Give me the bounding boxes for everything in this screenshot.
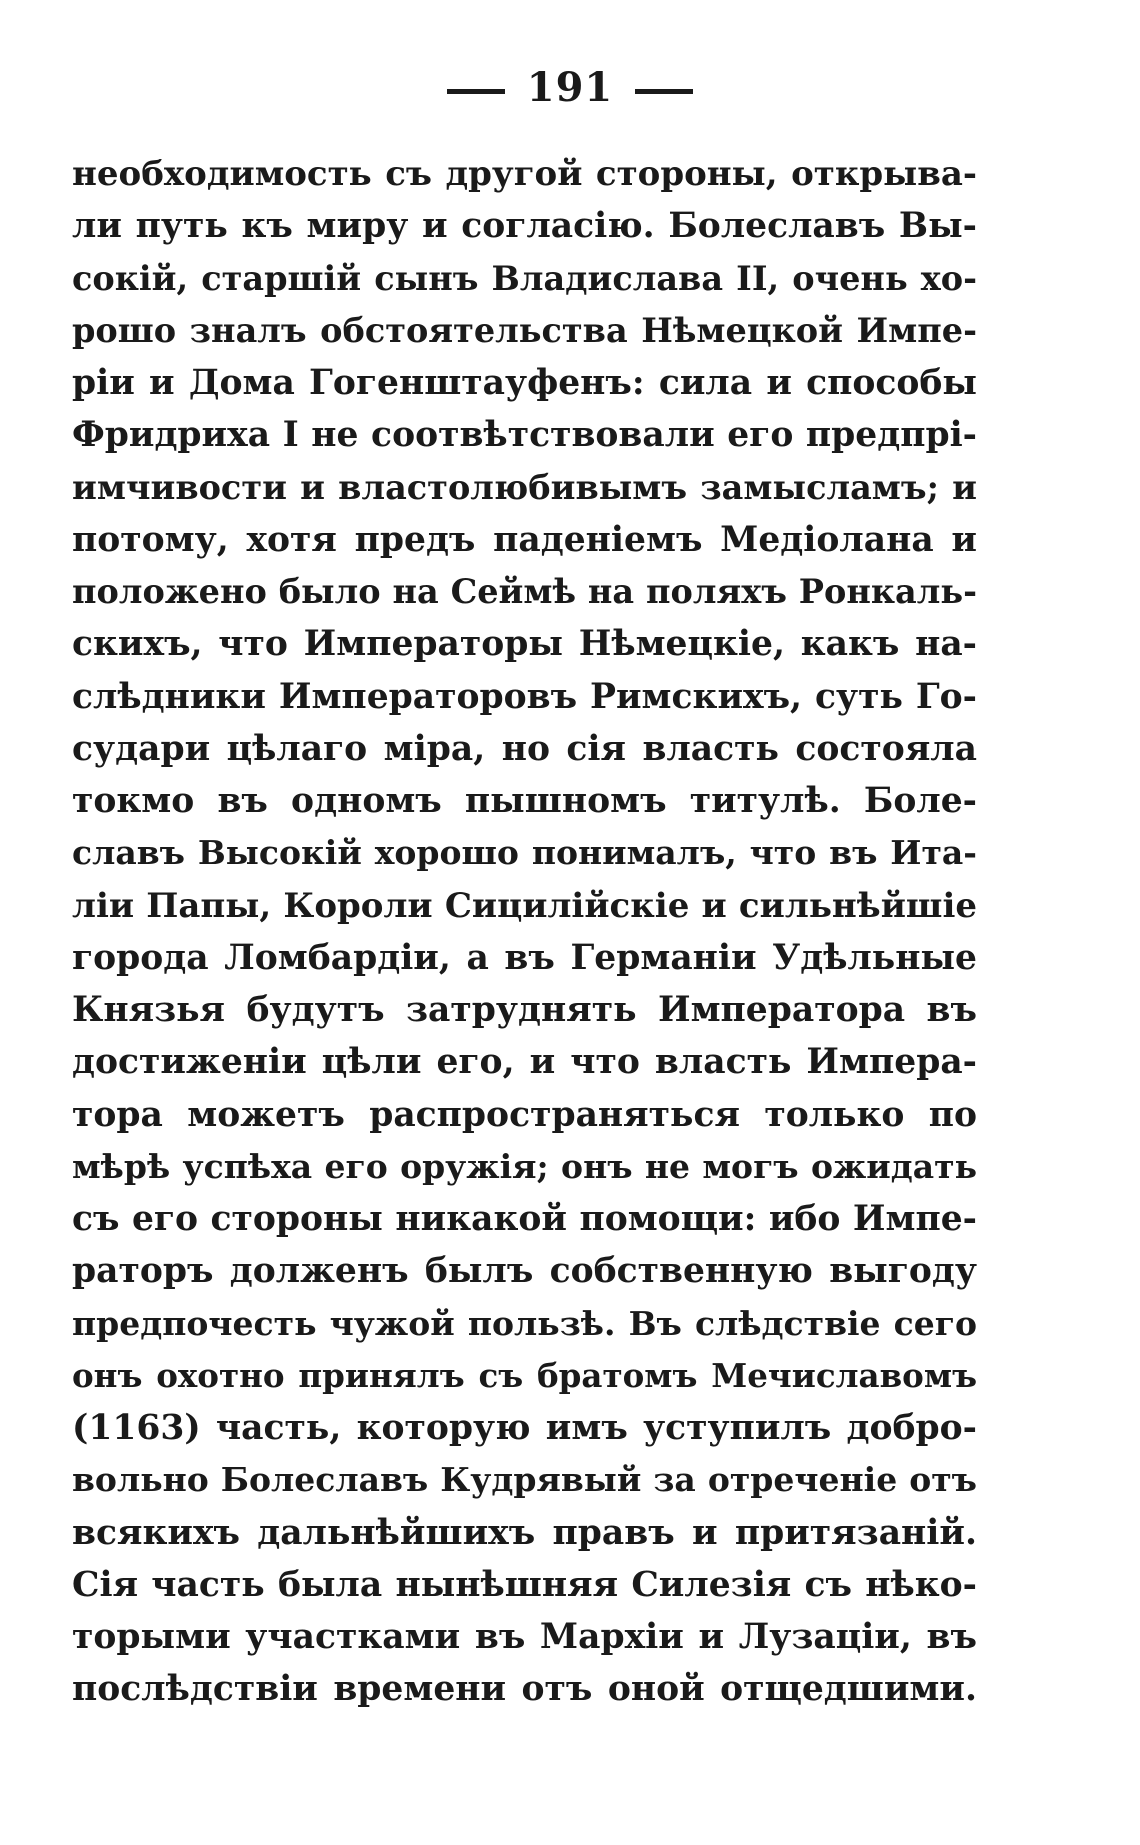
text-line: необходимость съ другой стороны, открыва- [72,154,977,194]
text-line: города Ломбардіи, а въ Германіи Удѣльные [72,937,977,978]
text-line: раторъ долженъ былъ собственную выгоду [72,1251,977,1292]
text-line: торыми участками въ Мархіи и Лузаціи, въ [72,1617,977,1657]
text-line: ли путь къ миру и согласію. Болеславъ Вы- [72,206,977,247]
text-line: Фридриха I не соотвѣтствовали его предпрі- [72,415,977,456]
text-line: рошо зналъ обстоятельства Нѣмецкой Импе- [72,310,977,350]
text-line: вольно Болеславъ Кудрявый за отреченіе отъ [72,1460,977,1500]
text-line: всякихъ дальнѣйшихъ правъ и притязаній. [72,1512,977,1553]
text-line: потому, хотя предъ паденіемъ Медіолана и [72,519,977,560]
text-line: скихъ, что Императоры Нѣмецкіе, какъ на- [72,624,977,665]
text-line: Князья будутъ затруднять Императора въ [72,990,977,1030]
header-dash-left [447,89,505,94]
text-line: тора можетъ распространяться только по [72,1094,977,1135]
text-line: достиженіи цѣли его, и что власть Импера- [72,1042,977,1083]
text-line: онъ охотно принялъ съ братомъ Мечиславомъ [72,1355,977,1395]
text-line: ріи и Дома Гогенштауфенъ: сила и способы [72,363,977,403]
text-line: (1163) часть, которую имъ уступилъ добро- [72,1408,977,1448]
text-line: сокій, старшій сынъ Владислава II, очень хо- [72,258,977,298]
page-header [0,58,1140,118]
text-line: положено было на Сеймѣ на поляхъ Ронкаль- [72,572,977,611]
body-text [72,148,977,1716]
text-line: Сія часть была нынѣшняя Силезія съ нѣко- [72,1564,977,1605]
text-line: имчивости и властолюбивымъ замысламъ; и [72,467,977,507]
text-line: славъ Высокій хорошо понималъ, что въ Ита- [72,833,977,873]
page-number: 191 [526,64,614,111]
text-line: послѣдствіи времени отъ оной отщедшими. [72,1669,977,1710]
text-line: съ его стороны никакой помощи: ибо Импе- [72,1199,977,1239]
text-line: ліи Папы, Короли Сицилійскіе и сильнѣйшіе [72,885,977,926]
header-dash-right [635,89,693,94]
text-line: судари цѣлаго міра, но сія власть состояла [72,728,977,769]
text-line: предпочесть чужой пользѣ. Въ слѣдствіе сего [72,1303,977,1343]
text-line: слѣдники Императоровъ Римскихъ, суть Го- [72,676,977,717]
text-line: мѣрѣ успѣха его оружія; онъ не могъ ожидать [72,1146,977,1186]
text-line: токмо въ одномъ пышномъ титулѣ. Боле- [72,781,977,821]
